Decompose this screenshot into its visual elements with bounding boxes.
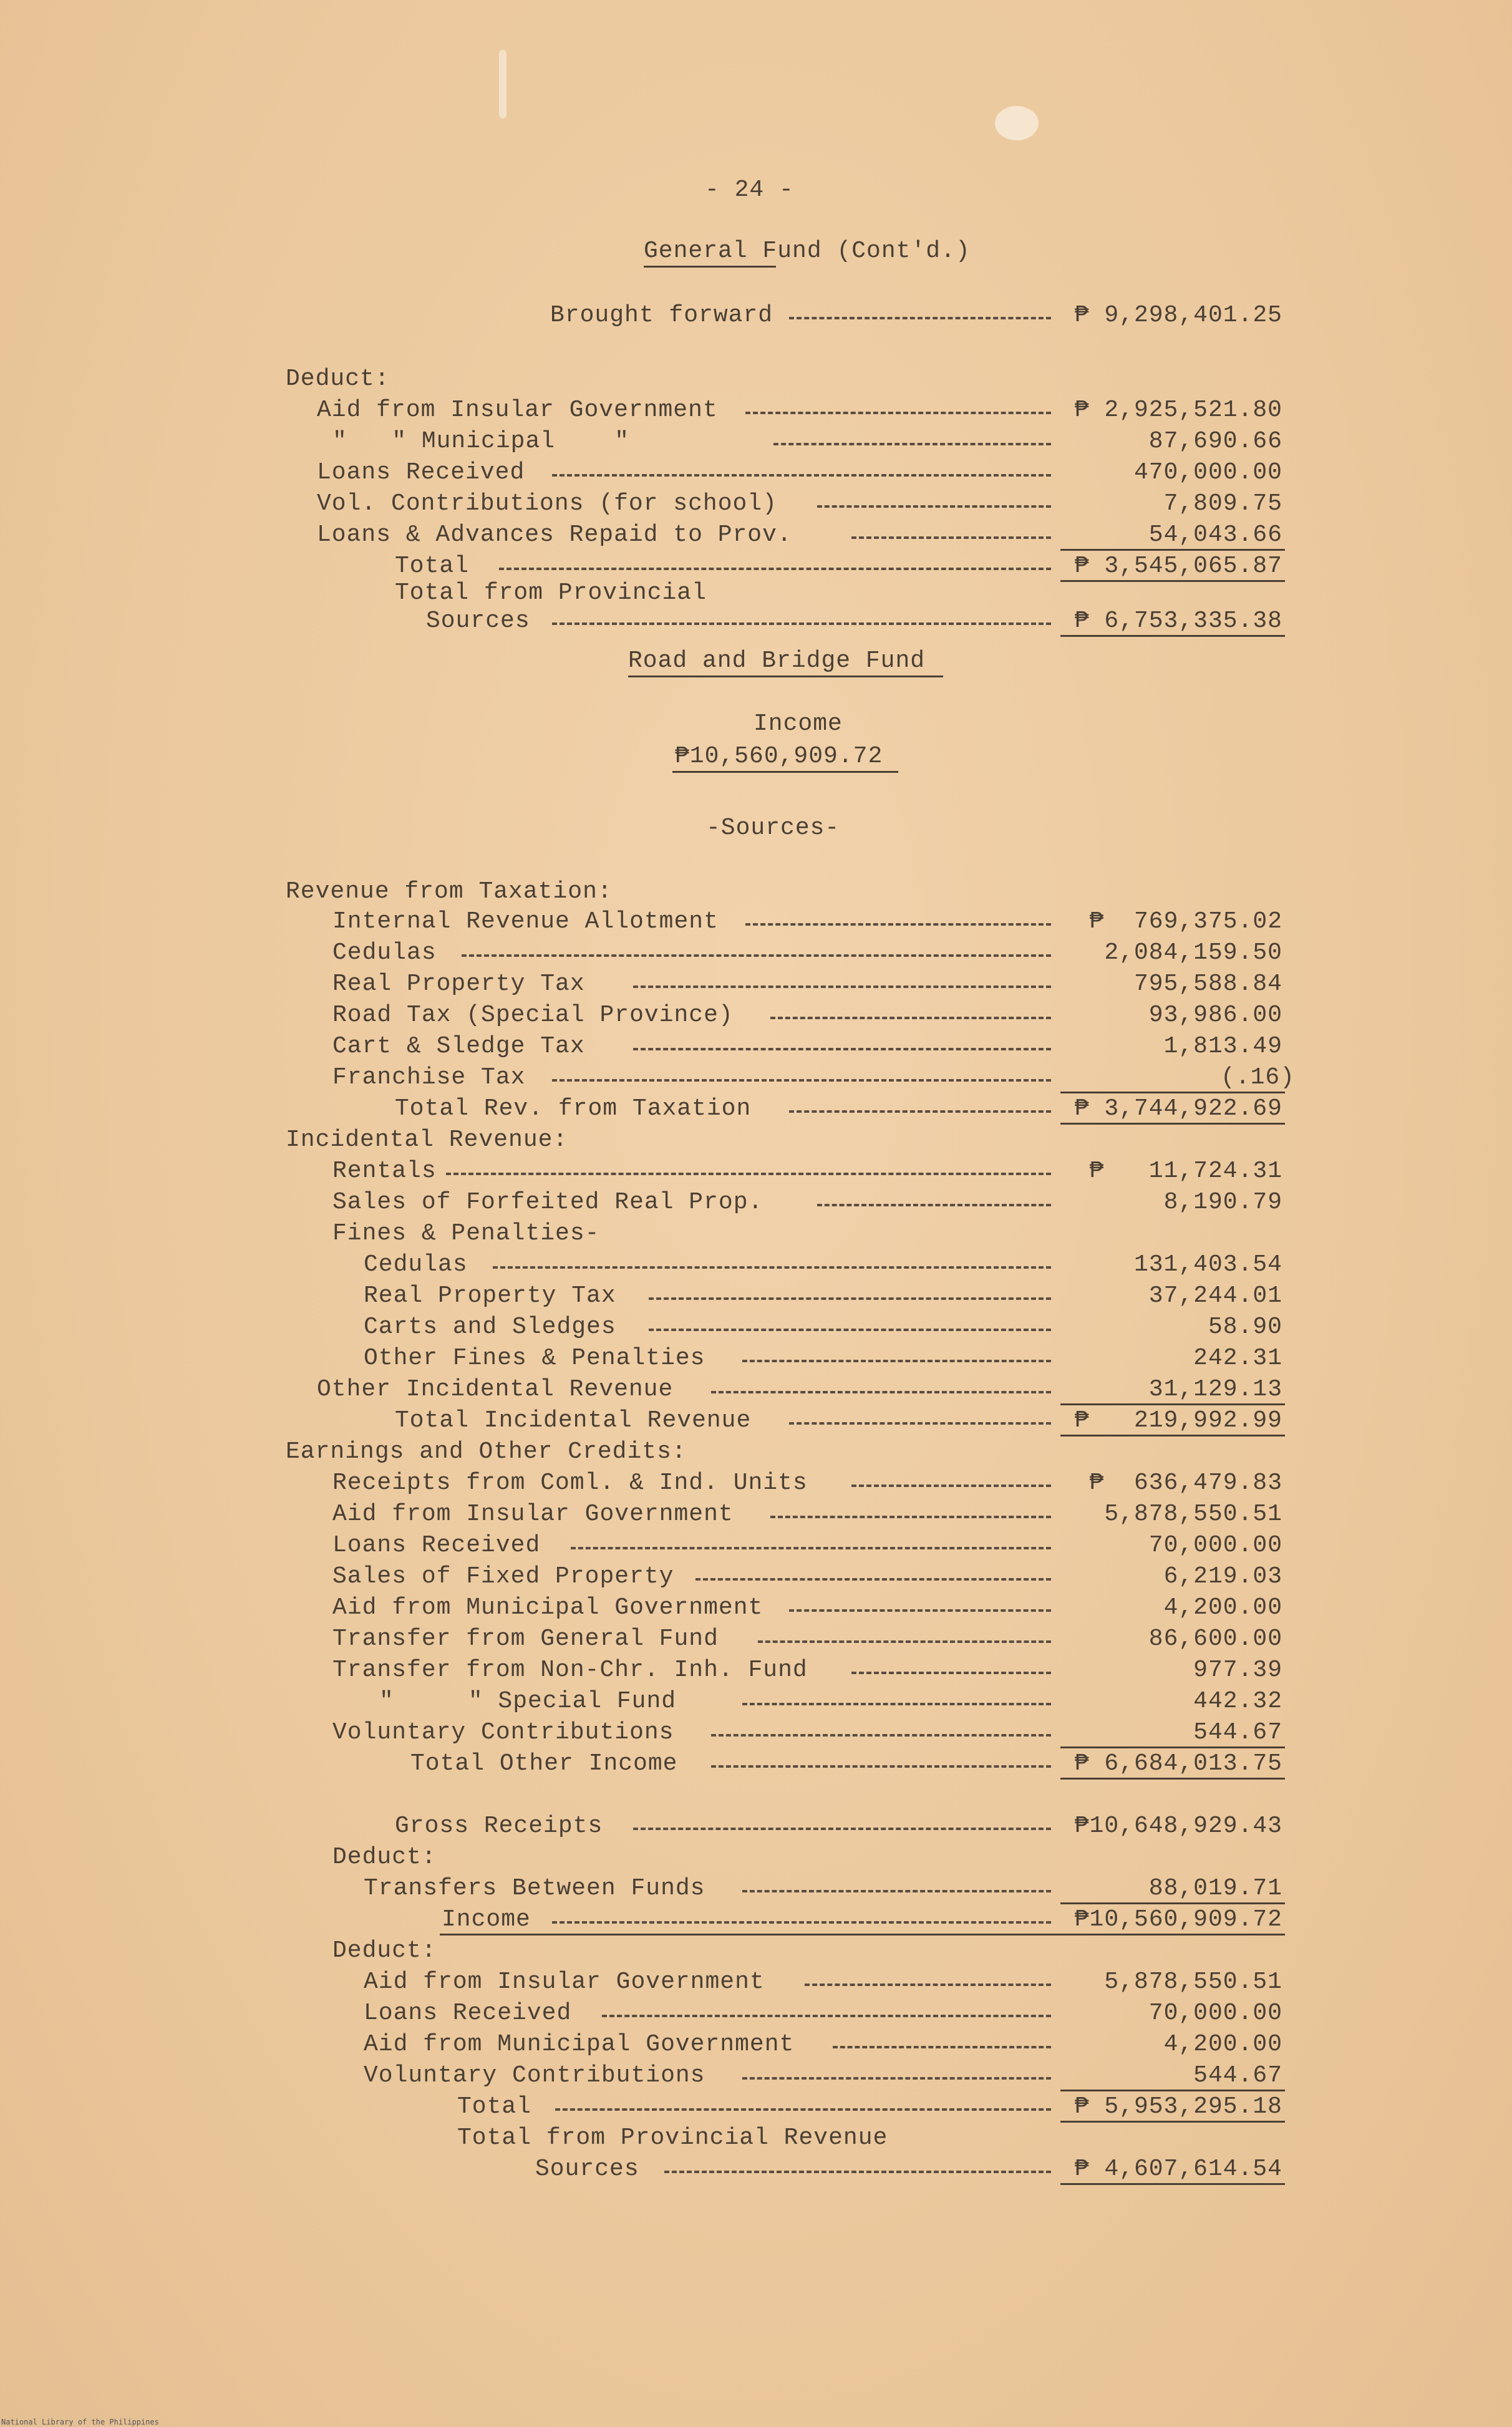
fines-row-value: 242.31 — [1193, 1345, 1282, 1372]
gf-row-value: 87,690.66 — [1148, 428, 1282, 455]
earnings-row-value: 6,219.03 — [1163, 1563, 1282, 1590]
leader-line — [711, 1734, 1051, 1737]
general-fund-title: General Fund (Cont'd.) — [644, 238, 971, 264]
leader-line — [789, 1609, 1051, 1612]
gf-row-label: Vol. Contributions (for school) — [317, 490, 777, 517]
leader-line — [633, 1828, 1051, 1830]
deduct-row-label: Aid from Insular Government — [364, 1969, 765, 1995]
gf-row-value: ₱ 2,925,521.80 — [1074, 397, 1282, 424]
sum-underline — [1060, 580, 1285, 582]
leader-line — [695, 1578, 1051, 1581]
sum-underline — [1060, 1092, 1285, 1093]
sum-underline — [1060, 1778, 1285, 1780]
gf-total-prov-label: Total from Provincial — [395, 579, 707, 606]
transfers-label: Transfers Between Funds — [364, 1875, 705, 1902]
leader-line — [633, 1048, 1051, 1050]
earnings-row-label: Transfer from General Fund — [332, 1625, 719, 1652]
deduct-row-value: 4,200.00 — [1163, 2031, 1282, 2058]
leader-line — [770, 1516, 1051, 1518]
leader-line — [742, 1703, 1051, 1705]
leader-line — [446, 1173, 1051, 1175]
fines-row-label: Real Property Tax — [364, 1282, 616, 1309]
leader-line — [649, 1329, 1051, 1331]
rentals-value: ₱ 11,724.31 — [1089, 1158, 1282, 1184]
page-number: - 24 - — [705, 177, 794, 203]
tax-total-value: ₱ 3,744,922.69 — [1074, 1095, 1282, 1122]
final-sources-label: Sources — [535, 2156, 639, 2182]
tax-total-label: Total Rev. from Taxation — [395, 1095, 752, 1122]
earnings-row-label: " " Special Fund — [379, 1688, 677, 1715]
sum-underline — [1060, 1403, 1285, 1405]
leader-line — [742, 1360, 1051, 1362]
tax-row-label: Real Property Tax — [332, 971, 585, 997]
leader-line — [745, 923, 1051, 926]
earnings-row-value: 5,878,550.51 — [1104, 1501, 1282, 1528]
archive-footer: National Library of the Philippines — [1, 2418, 159, 2426]
deduct-total-value: ₱ 5,953,295.18 — [1074, 2093, 1282, 2120]
gf-row-value: 470,000.00 — [1133, 459, 1282, 486]
forfeited-value: 8,190.79 — [1163, 1189, 1282, 1216]
incidental-total-value: ₱ 219,992.99 — [1074, 1407, 1282, 1434]
tax-row-value: 1,813.49 — [1163, 1033, 1282, 1060]
earnings-row-label: Receipts from Coml. & Ind. Units — [332, 1470, 808, 1496]
gf-row-label: Loans & Advances Repaid to Prov. — [317, 521, 792, 548]
earnings-row-value: 4,200.00 — [1163, 1594, 1282, 1621]
deduct-label: Deduct: — [286, 366, 390, 392]
tax-row-label: Road Tax (Special Province) — [332, 1002, 734, 1029]
tax-row-value: 93,986.00 — [1148, 1002, 1282, 1029]
earnings-total-value: ₱ 6,684,013.75 — [1074, 1750, 1282, 1777]
forfeited-label: Sales of Forfeited Real Prop. — [332, 1189, 763, 1216]
leader-line — [552, 1079, 1051, 1082]
leader-line — [571, 1547, 1051, 1549]
gf-row-value: 7,809.75 — [1163, 490, 1282, 517]
leader-line — [633, 986, 1051, 988]
earnings-row-value: 86,600.00 — [1148, 1625, 1282, 1652]
punch-hole-left — [499, 50, 506, 119]
earnings-total-label: Total Other Income — [410, 1750, 678, 1777]
leader-line — [805, 1984, 1051, 1986]
leader-line — [745, 412, 1051, 414]
leader-line — [711, 1765, 1051, 1768]
sources-label: -Sources- — [706, 815, 840, 841]
leader-line — [462, 954, 1051, 957]
deduct-row-value: 544.67 — [1193, 2062, 1282, 2089]
leader-line — [552, 474, 1051, 477]
deduct-row-label: Loans Received — [364, 2000, 572, 2027]
rentals-label: Rentals — [332, 1158, 437, 1184]
tax-row-value: (.16) — [1220, 1064, 1295, 1091]
brought-forward-label: Brought forward — [550, 302, 773, 329]
incidental-total-label: Total Incidental Revenue — [395, 1407, 752, 1434]
deduct-row-value: 70,000.00 — [1148, 2000, 1282, 2027]
earnings-row-label: Aid from Insular Government — [332, 1501, 734, 1528]
leader-line — [851, 536, 1051, 539]
deduct-row-label: Aid from Municipal Government — [364, 2031, 795, 2058]
tax-row-value: ₱ 769,375.02 — [1089, 908, 1282, 935]
title-underline — [628, 676, 943, 677]
tax-row-value: 795,588.84 — [1133, 971, 1282, 997]
final-total-label: Total from Provincial Revenue — [457, 2124, 888, 2151]
other-incidental-label: Other Incidental Revenue — [317, 1376, 674, 1403]
sum-underline — [1060, 2183, 1285, 2185]
earnings-row-value: ₱ 636,479.83 — [1089, 1470, 1282, 1496]
gf-total-label: Total — [395, 553, 470, 579]
leader-line — [711, 1391, 1051, 1393]
tax-row-label: Internal Revenue Allotment — [332, 908, 719, 935]
deduct-label: Deduct: — [332, 1844, 437, 1871]
fines-row-label: Cedulas — [364, 1251, 468, 1278]
sum-underline — [1060, 2090, 1285, 2091]
leader-line — [851, 1672, 1051, 1674]
earnings-heading: Earnings and Other Credits: — [286, 1438, 687, 1465]
gf-sources-label: Sources — [426, 608, 530, 634]
other-incidental-value: 31,129.13 — [1148, 1376, 1282, 1403]
sum-underline — [1060, 549, 1285, 551]
fines-row-value: 37,244.01 — [1148, 1282, 1282, 1309]
earnings-row-value: 977.39 — [1193, 1657, 1282, 1683]
income-label: Income — [754, 710, 843, 737]
fines-row-value: 131,403.54 — [1133, 1251, 1282, 1278]
earnings-row-label: Aid from Municipal Government — [332, 1594, 763, 1621]
rb-title: Road and Bridge Fund — [628, 647, 926, 674]
leader-line — [833, 2046, 1051, 2048]
gross-label: Gross Receipts — [395, 1813, 603, 1839]
fines-heading: Fines & Penalties- — [332, 1220, 600, 1247]
earnings-row-value: 70,000.00 — [1148, 1532, 1282, 1559]
leader-line — [817, 505, 1051, 508]
gf-total-value: ₱ 3,545,065.87 — [1074, 553, 1282, 579]
leader-line — [773, 443, 1051, 445]
earnings-row-value: 544.67 — [1193, 1719, 1282, 1746]
earnings-row-label: Transfer from Non-Chr. Inh. Fund — [332, 1657, 808, 1683]
leader-line — [555, 2108, 1051, 2111]
leader-line — [851, 1485, 1051, 1487]
sum-underline — [1060, 635, 1285, 637]
title-underline — [644, 266, 776, 268]
sum-underline — [1060, 1435, 1285, 1436]
brought-forward-value: ₱ 9,298,401.25 — [1074, 302, 1282, 329]
leader-line — [789, 1110, 1051, 1113]
tax-row-value: 2,084,159.50 — [1104, 939, 1282, 966]
leader-line — [664, 2171, 1051, 2173]
sum-underline — [1060, 1123, 1285, 1125]
gf-row-value: 54,043.66 — [1148, 521, 1282, 548]
earnings-row-label: Voluntary Contributions — [332, 1719, 674, 1746]
leader-line — [552, 1921, 1051, 1924]
gf-row-label: " " Municipal " — [332, 428, 630, 455]
income-row-label: Income — [442, 1906, 531, 1933]
fines-row-value: 58.90 — [1208, 1314, 1282, 1340]
sum-underline — [1060, 2121, 1285, 2123]
tax-row-label: Cedulas — [332, 939, 437, 966]
tax-row-label: Cart & Sledge Tax — [332, 1033, 585, 1060]
deduct-total-label: Total — [457, 2093, 532, 2120]
fines-row-label: Other Fines & Penalties — [364, 1345, 705, 1372]
leader-line — [649, 1297, 1051, 1300]
leader-line — [770, 1017, 1051, 1019]
earnings-row-label: Sales of Fixed Property — [332, 1563, 674, 1590]
leader-line — [552, 622, 1051, 625]
earnings-row-label: Loans Received — [332, 1532, 541, 1559]
income-underline — [440, 1934, 1285, 1935]
income-value: ₱10,560,909.72 — [675, 743, 883, 770]
leader-line — [817, 1204, 1051, 1206]
leader-line — [789, 1422, 1051, 1425]
leader-line — [499, 568, 1051, 570]
deduct-row-label: Voluntary Contributions — [364, 2062, 705, 2089]
leader-line — [742, 2077, 1051, 2080]
leader-line — [758, 1640, 1051, 1643]
gf-sources-value: ₱ 6,753,335.38 — [1074, 608, 1282, 634]
income-row-value: ₱10,560,909.72 — [1074, 1906, 1282, 1933]
leader-line — [493, 1266, 1051, 1269]
fines-row-label: Carts and Sledges — [364, 1314, 616, 1340]
gf-row-label: Aid from Insular Government — [317, 397, 718, 424]
gf-row-label: Loans Received — [317, 459, 525, 486]
final-sources-value: ₱ 4,607,614.54 — [1074, 2156, 1282, 2182]
gross-value: ₱10,648,929.43 — [1074, 1813, 1282, 1839]
leader-line — [602, 2015, 1051, 2017]
sum-underline — [1060, 1902, 1285, 1904]
tax-heading: Revenue from Taxation: — [286, 878, 613, 905]
earnings-row-value: 442.32 — [1193, 1688, 1282, 1715]
incidental-heading: Incidental Revenue: — [286, 1126, 568, 1153]
leader-line — [789, 317, 1051, 319]
transfers-value: 88,019.71 — [1148, 1875, 1282, 1902]
deduct-row-value: 5,878,550.51 — [1104, 1969, 1282, 1995]
income-underline — [672, 771, 898, 773]
sum-underline — [1060, 1746, 1285, 1748]
tax-row-label: Franchise Tax — [332, 1064, 526, 1091]
deduct-label: Deduct: — [332, 1937, 437, 1964]
leader-line — [742, 1890, 1051, 1892]
punch-hole-right — [995, 106, 1039, 140]
